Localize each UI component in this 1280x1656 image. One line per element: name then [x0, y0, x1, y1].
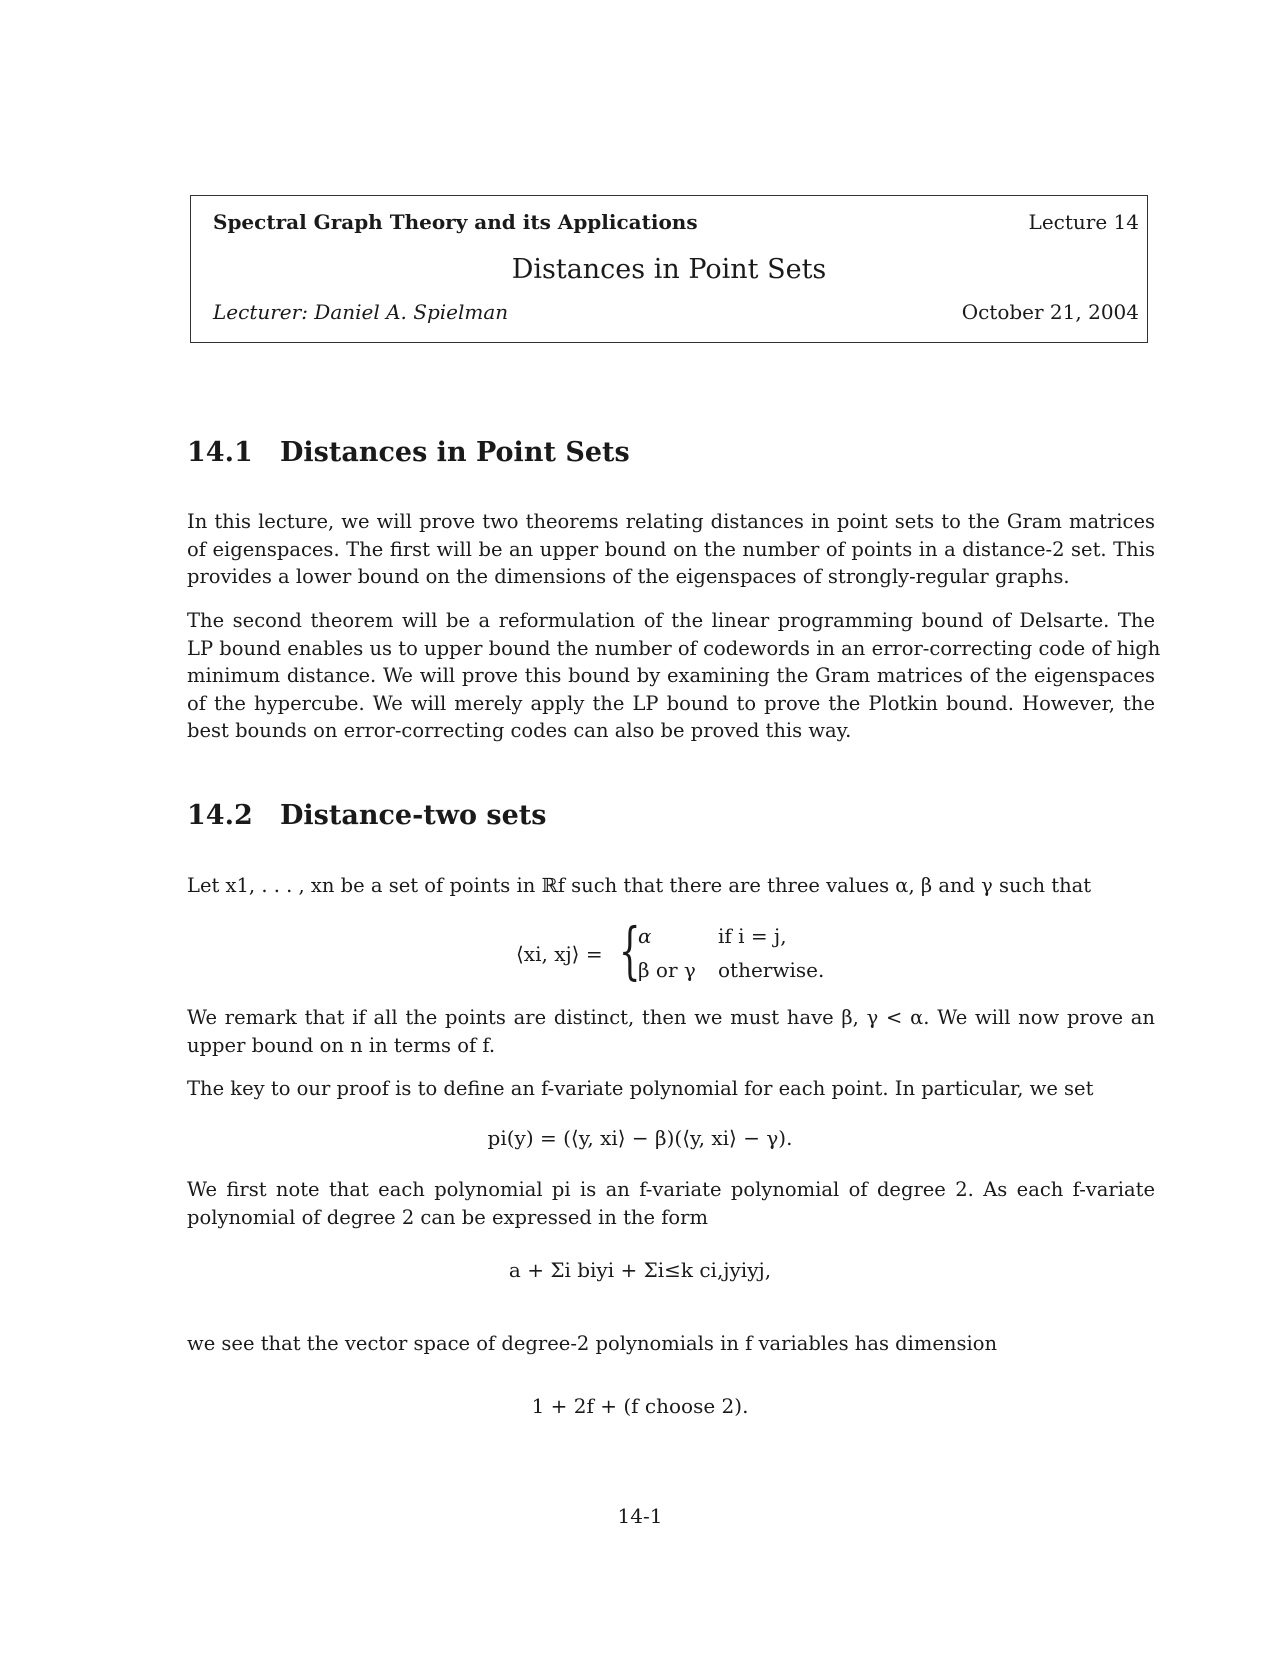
lecturer-name: Lecturer: Daniel A. Spielman — [213, 300, 509, 324]
s2-paragraph-4 — [187, 1176, 1155, 1231]
text-line: LP bound enables us to upper bound the number of codewords in an error-correcting code of high — [187, 636, 1161, 660]
s2-paragraph-3 — [187, 1075, 1155, 1103]
page-number: 14-1 — [617, 1504, 663, 1528]
lecture-date: October 21, 2004 — [961, 300, 1139, 324]
text-line: we see that the vector space of degree-2 polynomials in f variables has dimension — [187, 1332, 998, 1355]
equation-polynomial-def: pi(y) = (⟨y, xi⟩ − β)(⟨y, xi⟩ − γ). — [487, 1126, 793, 1150]
case-2-value: β or γ — [638, 958, 696, 982]
text-line: of the hypercube. We will merely apply the LP bound to prove the Plotkin bound. However, the — [187, 691, 1155, 715]
s2-paragraph-2 — [187, 1004, 1155, 1059]
section-title: Distances in Point Sets — [280, 437, 630, 468]
text-line: provides a lower bound on the dimensions of the eigenspaces of strongly-regular graphs. — [187, 565, 1070, 588]
intro-paragraph-1 — [187, 508, 1155, 591]
left-brace-icon: { — [618, 914, 641, 987]
text-line: polynomial of degree 2 can be expressed in the form — [187, 1205, 708, 1229]
lecture-title: Distances in Point Sets — [511, 254, 827, 285]
course-title: Spectral Graph Theory and its Applications — [213, 210, 698, 234]
section-number: 14.1 — [187, 437, 253, 468]
intro-paragraph-2 — [187, 607, 1161, 745]
text-line: Let x1, . . . , xn be a set of points in ℝf such that there are three values α, β and γ such that — [187, 874, 1092, 897]
case-2-condition: otherwise. — [718, 958, 825, 982]
s2-paragraph-5 — [187, 1330, 1155, 1358]
lecture-header-box — [190, 195, 1148, 343]
equation-dimension: 1 + 2f + (f choose 2). — [531, 1394, 749, 1418]
text-line: We first note that each polynomial pi is an f-variate polynomial of degree 2. As each f-variate — [187, 1178, 1155, 1201]
text-line: We remark that if all the points are distinct, then we must have β, γ < α. We will now prove an — [187, 1006, 1155, 1029]
text-line: The second theorem will be a reformulation of the linear programming bound of Delsarte. The — [187, 609, 1155, 632]
s2-paragraph-1 — [187, 872, 1155, 900]
section-heading-14-1 — [187, 437, 630, 468]
section-heading-14-2 — [187, 800, 546, 831]
equation-general-form: a + Σi biyi + Σi≤k ci,jyiyj, — [508, 1258, 772, 1282]
case-1-value: α — [638, 924, 652, 948]
eq-lhs: ⟨xi, xj⟩ = — [516, 942, 603, 966]
text-line: best bounds on error-correcting codes can also be proved this way. — [187, 719, 852, 742]
text-line: The key to our proof is to define an f-variate polynomial for each point. In particular, we set — [187, 1077, 1094, 1100]
section-number: 14.2 — [187, 800, 253, 831]
text-line: minimum distance. We will prove this bound by examining the Gram matrices of the eigenspaces — [187, 664, 1155, 687]
section-title: Distance-two sets — [280, 800, 547, 831]
case-1-condition: if i = j, — [718, 924, 787, 948]
text-line: In this lecture, we will prove two theorems relating distances in point sets to the Gram matrices — [187, 510, 1155, 533]
text-line: of eigenspaces. The first will be an upper bound on the number of points in a distance-2 set. This — [187, 537, 1155, 561]
lecture-number: Lecture 14 — [1028, 210, 1139, 234]
text-line: upper bound on n in terms of f. — [187, 1033, 496, 1057]
